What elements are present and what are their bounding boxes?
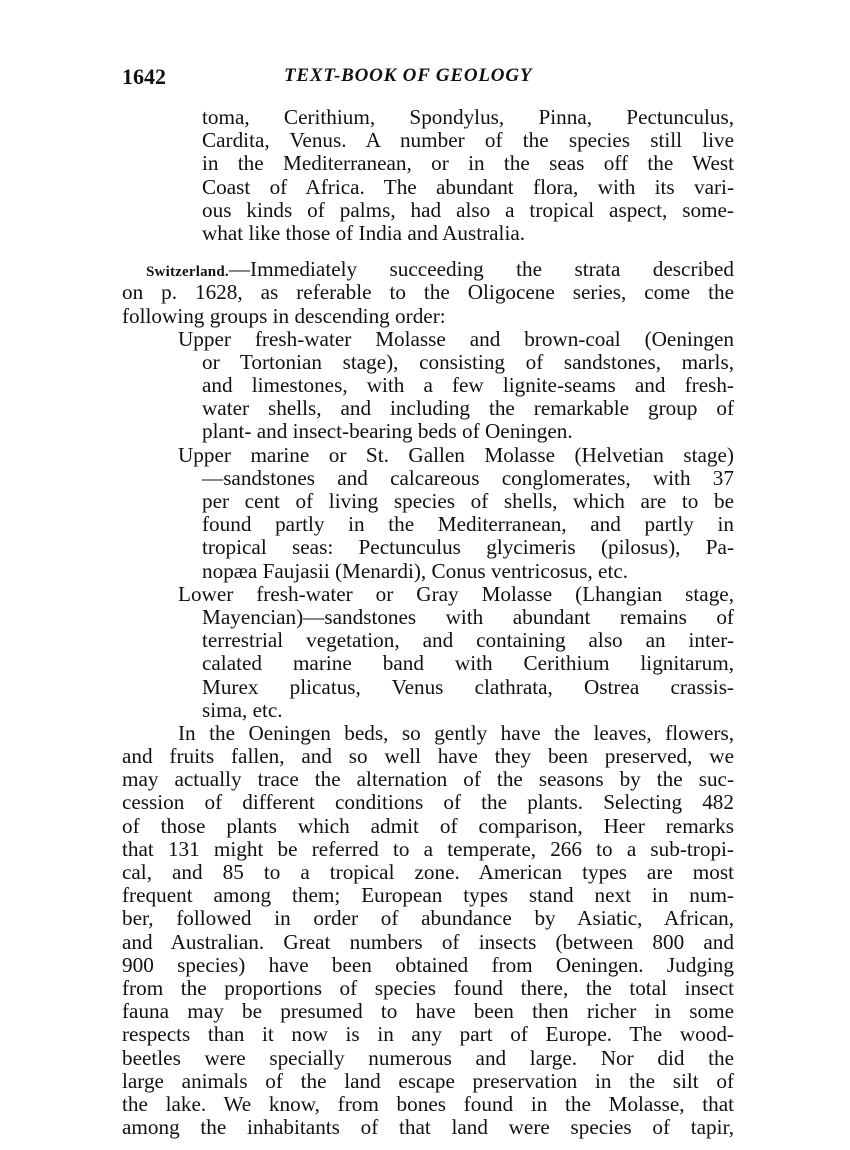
- text-line: water shells, and including the remarkable group of: [202, 396, 734, 421]
- page-number: 1642: [122, 64, 166, 89]
- text-line: per cent of living species of shells, which are to be: [202, 489, 734, 513]
- text-line: in the Mediterranean, or in the seas off the West: [202, 151, 734, 176]
- paragraph-oeningen: [122, 722, 734, 1139]
- text-line: Cardita, Venus. A number of the species still live: [202, 128, 734, 153]
- text-line: tropical seas: Pectunculus glycimeris (pilosus), Pa-: [202, 535, 734, 560]
- text-line: —sandstones and calcareous conglomerates, with 37: [202, 465, 734, 490]
- text-line: terrestrial vegetation, and containing also an inter-: [202, 628, 734, 653]
- list-item: [122, 328, 734, 444]
- section-heading: Switzerland.: [146, 264, 229, 281]
- text-line: that 131 might be referred to a temperate, 266 to a sub-tropi-: [122, 836, 734, 861]
- text-line: Upper fresh-water Molasse and brown-coal (Oeningen: [178, 326, 734, 351]
- text-line: fauna may be presumed to have been then richer in some: [122, 999, 734, 1024]
- text-line: on p. 1628, as referable to the Oligocene series, come the: [122, 280, 734, 305]
- page-header: [122, 64, 734, 94]
- text-line: cession of different conditions of the plants. Selecting 482: [122, 790, 734, 815]
- text-line: beetles were specially numerous and large. Nor did the: [122, 1045, 734, 1070]
- text-line: In the Oeningen beds, so gently have the leaves, flowers,: [178, 720, 734, 745]
- section-switzerland: [122, 258, 734, 328]
- text-line: large animals of the land escape preservation in the silt of: [122, 1068, 734, 1093]
- text-line: Coast of Africa. The abundant flora, with its vari-: [202, 174, 734, 199]
- text-line: Lower fresh-water or Gray Molasse (Lhangian stage,: [178, 581, 734, 606]
- text-line: 900 species) have been obtained from Oeningen. Judging: [122, 952, 734, 977]
- text-line: found partly in the Mediterranean, and partly in: [202, 512, 734, 537]
- text-line: from the proportions of species found there, the total insect: [122, 975, 734, 1000]
- list-item: [122, 583, 734, 722]
- text-line: following groups in descending order:: [122, 303, 446, 328]
- text-line: ous kinds of palms, had also a tropical aspect, some-: [202, 197, 734, 222]
- text-line: calated marine band with Cerithium lignitarum,: [202, 651, 734, 676]
- text-line: and fruits fallen, and so well have they been preserved, we: [122, 744, 734, 769]
- text-line: respects than it now is in any part of Europe. The wood-: [122, 1022, 734, 1047]
- section-heading-rest: —Immediately succeeding the strata described: [228, 257, 734, 282]
- text-line: sima, etc.: [202, 697, 283, 722]
- text-line: nopæa Faujasii (Menardi), Conus ventricosus, etc.: [202, 558, 629, 583]
- text-line: frequent among them; European types stand next in num-: [122, 883, 734, 908]
- text-line: toma, Cerithium, Spondylus, Pinna, Pectunculus,: [202, 105, 734, 129]
- text-line: Murex plicatus, Venus clathrata, Ostrea crassis-: [202, 674, 734, 699]
- text-line: and Australian. Great numbers of insects (between 800 and: [122, 929, 734, 954]
- list-item: [122, 444, 734, 583]
- text-line: ber, followed in order of abundance by Asiatic, African,: [122, 906, 734, 931]
- text-line: plant- and insect-bearing beds of Oeningen.: [202, 419, 573, 444]
- text-line: cal, and 85 to a tropical zone. American types are most: [122, 860, 734, 884]
- text-line: or Tortonian stage), consisting of sandstones, marls,: [202, 349, 734, 374]
- text-line: Upper marine or St. Gallen Molasse (Helvetian stage): [178, 442, 734, 467]
- text-line: among the inhabitants of that land were species of tapir,: [122, 1115, 734, 1140]
- groups-list: [122, 328, 734, 722]
- text-line: may actually trace the alternation of the seasons by the suc-: [122, 767, 734, 792]
- text-line: Mayencian)—sandstones with abundant remains of: [202, 604, 734, 629]
- paragraph-continued: [122, 106, 734, 245]
- text-line: of those plants which admit of comparison, Heer remarks: [122, 813, 734, 838]
- section-first-line: [122, 258, 734, 281]
- page-body: [122, 106, 734, 1139]
- running-title: TEXT-BOOK OF GEOLOGY: [284, 65, 533, 86]
- text-line: what like those of India and Australia.: [202, 220, 526, 245]
- text-line: the lake. We know, from bones found in the Molasse, that: [122, 1091, 734, 1116]
- text-line: and limestones, with a few lignite-seams and fresh-: [202, 373, 734, 398]
